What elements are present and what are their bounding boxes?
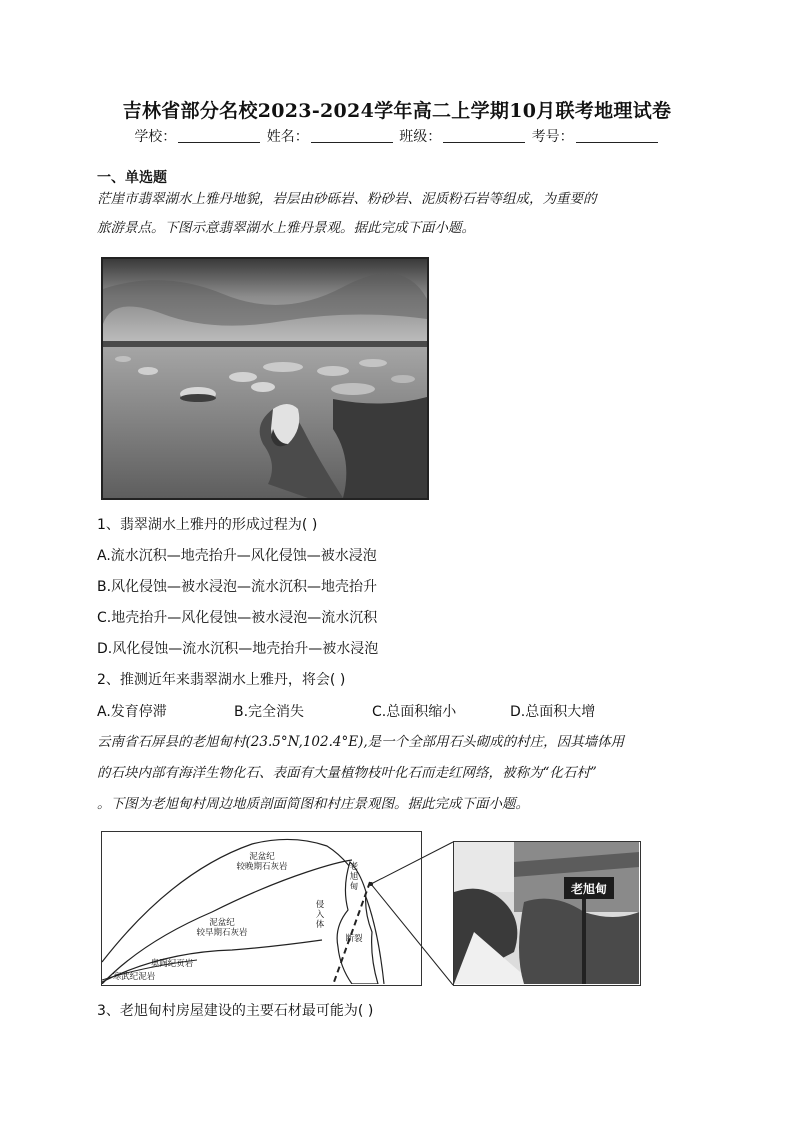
question-2-stem: 2、推测近年来翡翠湖水上雅丹，将会( ) xyxy=(97,672,346,688)
geologic-cross-section-diagram xyxy=(101,831,422,986)
section-heading: 一、单选题 xyxy=(97,170,167,186)
class-blank xyxy=(443,128,525,143)
label-late-limestone-period: 泥盆纪 xyxy=(249,852,275,862)
label-early-limestone: 较早期石灰岩 xyxy=(196,928,248,938)
question-1-option-d[interactable]: D.风化侵蚀—流水沉积—地壳抬升—被水浸泡 xyxy=(97,641,379,657)
label-intrusion-2: 入 xyxy=(315,910,325,920)
exam-number-blank xyxy=(576,128,658,143)
question-2-option-d[interactable]: D.总面积大增 xyxy=(510,704,596,720)
village-landscape-photo xyxy=(453,841,641,986)
label-village-1: 老 xyxy=(349,862,359,872)
question-2-option-b[interactable]: B.完全消失 xyxy=(234,704,305,720)
question-1-option-b[interactable]: B.风化侵蚀—被水浸泡—流水沉积—地壳抬升 xyxy=(97,579,378,595)
name-label: 姓名： xyxy=(266,129,309,145)
passage-1-line-2: 旅游景点。下图示意翡翠湖水上雅丹景观。据此完成下面小题。 xyxy=(97,220,475,236)
class-label: 班级： xyxy=(399,129,442,145)
label-fault-2: 裂 xyxy=(354,934,363,944)
village-sign-text: 老旭甸 xyxy=(570,882,608,896)
label-late-limestone: 较晚期石灰岩 xyxy=(236,862,288,872)
exam-number-label: 考号： xyxy=(531,129,574,145)
name-blank xyxy=(311,128,393,143)
yardang-landscape-photo xyxy=(101,257,429,500)
student-info-line xyxy=(0,126,794,146)
label-intrusion-3: 体 xyxy=(315,920,325,930)
passage-2-line-2: 的石块内部有海洋生物化石、表面有大量植物枝叶化石而走红网络，被称为“化石村” xyxy=(97,765,597,781)
village-photo-svg xyxy=(454,842,639,984)
label-intrusion-1: 侵 xyxy=(315,900,325,910)
passage-2-line-3: 。下图为老旭甸村周边地质剖面简图和村庄景观图。据此完成下面小题。 xyxy=(97,796,529,812)
school-blank xyxy=(178,128,260,143)
school-label: 学校： xyxy=(134,129,177,145)
yardang-photo-svg xyxy=(103,259,427,498)
passage-1-line-1: 茫崖市翡翠湖水上雅丹地貌，岩层由砂砾岩、粉砂岩、泥质粉石岩等组成，为重要的 xyxy=(97,191,597,207)
question-1-option-a[interactable]: A.流水沉积—地壳抬升—风化侵蚀—被水浸泡 xyxy=(97,548,377,564)
label-fault-1: 断 xyxy=(345,934,354,944)
label-ordovician-shale: 奥陶纪页岩 xyxy=(150,959,194,969)
question-1-option-c[interactable]: C.地壳抬升—风化侵蚀—被水浸泡—流水沉积 xyxy=(97,610,378,626)
question-3-stem: 3、老旭甸村房屋建设的主要石材最可能为( ) xyxy=(97,1003,374,1019)
label-village-3: 甸 xyxy=(349,882,359,892)
question-2-option-a[interactable]: A.发育停滞 xyxy=(97,704,167,720)
question-1-stem: 1、翡翠湖水上雅丹的形成过程为( ) xyxy=(97,517,318,533)
passage-2-line-1: 云南省石屏县的老旭甸村(23.5°N,102.4°E),是一个全部用石头砌成的村庄，因其墙体用 xyxy=(97,734,625,750)
label-village-2: 旭 xyxy=(349,872,359,882)
label-early-limestone-period: 泥盆纪 xyxy=(209,918,235,928)
question-2-option-c[interactable]: C.总面积缩小 xyxy=(372,704,457,720)
page-title: 吉林省部分名校2023-2024学年高二上学期10月联考地理试卷 xyxy=(122,100,672,122)
label-cambrian-mudstone: 寒武纪泥岩 xyxy=(112,972,156,982)
